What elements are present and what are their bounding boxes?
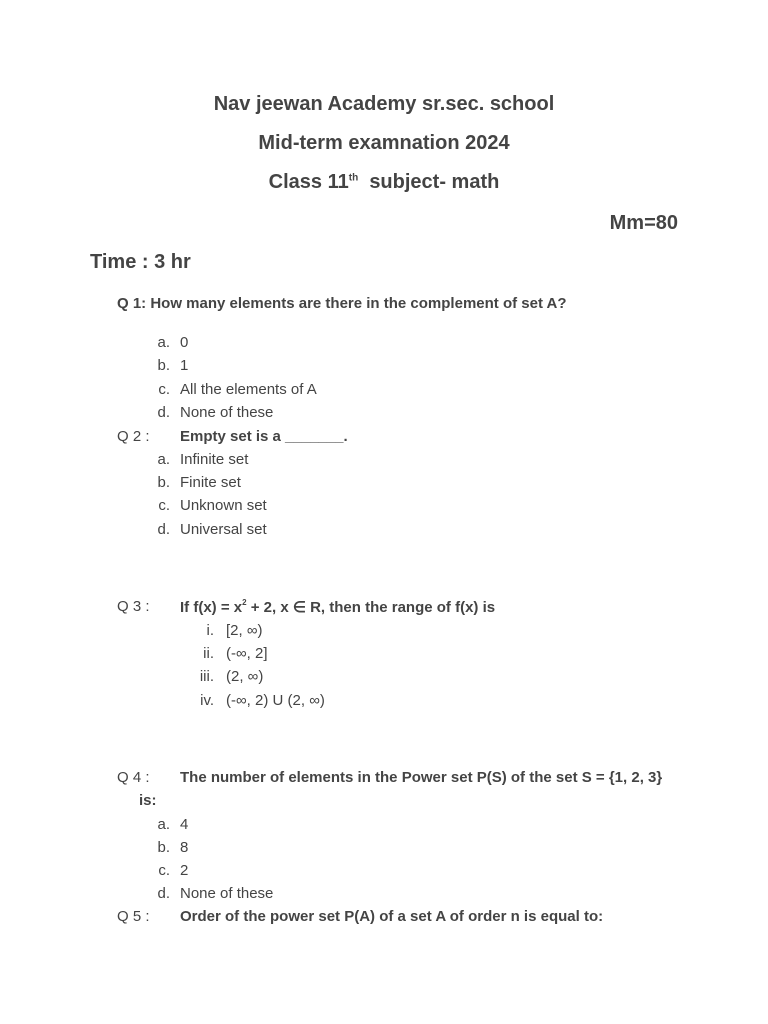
max-marks: Mm=80 xyxy=(609,212,678,234)
question-4-text: The number of elements in the Power set P(S) of the set S = {1, 2, 3} xyxy=(180,769,663,786)
subject-label: subject- math xyxy=(369,171,500,193)
question-4-text-continued: is: xyxy=(139,792,157,809)
question-1-text: Q 1: How many elements are there in the complement of set A? xyxy=(117,295,567,312)
question-5-text: Order of the power set P(A) of a set A of order n is equal to: xyxy=(180,908,604,925)
class-subject-line xyxy=(0,171,768,194)
question-2-text: Empty set is a _______. xyxy=(180,428,348,445)
school-name: Nav jeewan Academy sr.sec. school xyxy=(213,93,555,115)
question-2-label: Q 2 : xyxy=(117,428,150,445)
exam-time: Time : 3 hr xyxy=(90,251,191,273)
class-superscript: th xyxy=(348,172,359,184)
q3-superscript: 2 xyxy=(242,598,247,607)
question-3-text: If $f(x) = x^2 + 2$, x ∈ R, then the range of f(x) is xyxy=(180,598,496,616)
class-label: Class 11 xyxy=(268,171,349,193)
question-5-label: Q 5 : xyxy=(117,908,150,925)
question-4-label: Q 4 : xyxy=(117,769,150,786)
question-3-label: Q 3 : xyxy=(117,598,150,615)
exam-title: Mid-term examnation 2024 xyxy=(258,132,510,154)
